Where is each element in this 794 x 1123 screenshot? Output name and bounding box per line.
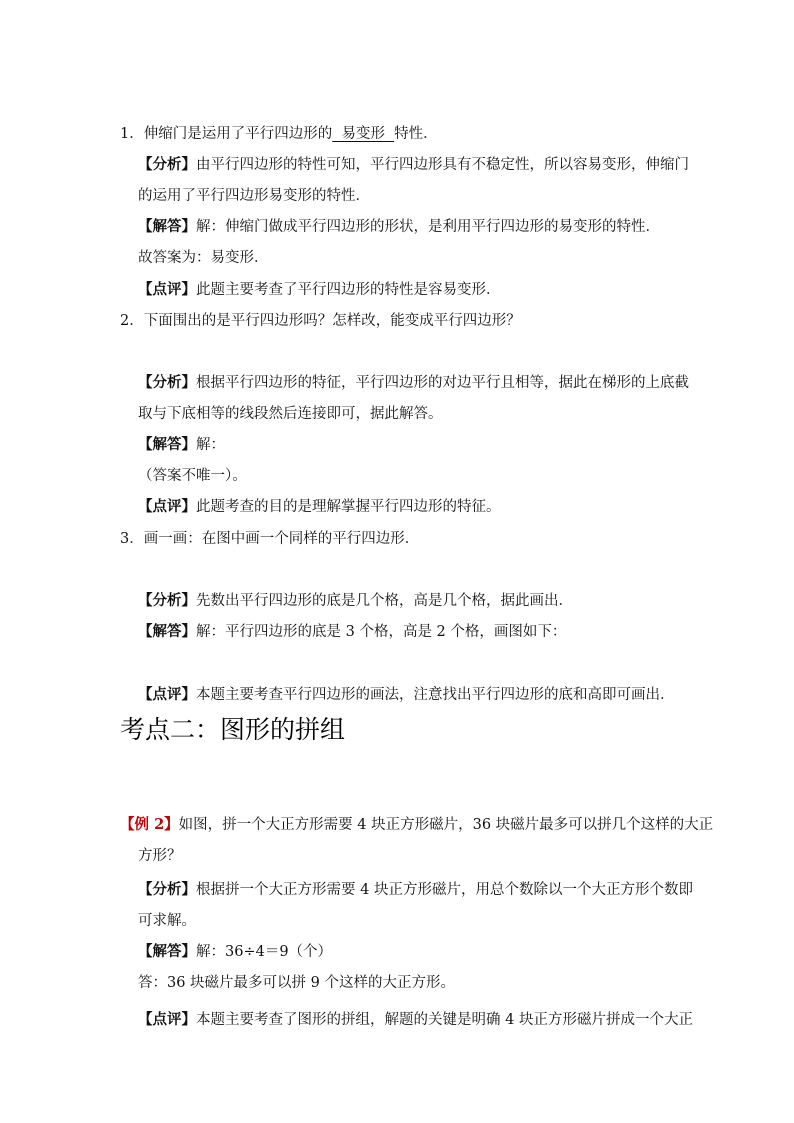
- q2-comment-text: 此题考查的目的是理解掌握平行四边形的特征。: [196, 499, 501, 515]
- q2-comment-tag: 【点评】: [138, 498, 196, 515]
- q1-answer-text: 解：伸缩门做成平行四边形的形状，是利用平行四边形的易变形的特性．: [196, 219, 660, 235]
- q1-answer: [138, 217, 660, 237]
- q3-analysis-text: 先数出平行四边形的底是几个格，高是几个格，据此画出．: [196, 593, 573, 609]
- q2-analysis: [138, 373, 689, 393]
- ex2-comment-tag: 【点评】: [138, 1011, 196, 1028]
- q2-analysis-line-2: 取与下底相等的线段然后连接即可，据此解答。: [138, 406, 443, 422]
- q2-stem: [120, 311, 521, 331]
- q3-answer: [138, 622, 566, 642]
- ex2-answer-tag: 【解答】: [138, 943, 196, 960]
- q3-comment-tag: 【点评】: [138, 686, 196, 703]
- q2-comment: [138, 497, 501, 517]
- q1-answer-line-2: 故答案为：易变形．: [138, 250, 269, 266]
- q2-answer-text: 解：: [196, 437, 225, 453]
- q1-text-before: 伸缩门是运用了平行四边形的: [143, 126, 333, 142]
- ex2-text-line-1: 如图，拼一个大正方形需要 4 块正方形磁片，36 块磁片最多可以拼几个这样的大正: [178, 817, 714, 833]
- q2-text: 下面围出的是平行四边形吗？怎样改，能变成平行四边形？: [143, 313, 521, 329]
- ex2-tag-number: 2: [154, 816, 165, 833]
- ex2-tag-open: 【例: [120, 816, 155, 833]
- ex2-analysis-line-1: 根据拼一个大正方形需要 4 块正方形磁片，用总个数除以一个大正方形个数即: [196, 882, 693, 898]
- q2-answer-line-2: （答案不唯一）。: [138, 468, 247, 484]
- q1-analysis-line-1: 由平行四边形的特性可知，平行四边形具有不稳定性，所以容易变形，伸缩门: [196, 157, 689, 173]
- q1-text-after: 特性．: [394, 126, 438, 142]
- q1-analysis-line-2: 的运用了平行四边形易变形的特性．: [138, 188, 370, 204]
- ex2-answer-line-2: 答：36 块磁片最多可以拼 9 个这样的大正方形。: [138, 975, 456, 991]
- q1-comment: [138, 280, 501, 300]
- q1-comment-tag: 【点评】: [138, 281, 196, 298]
- q2-answer: [138, 435, 225, 455]
- q2-analysis-line-1: 根据平行四边形的特征，平行四边形的对边平行且相等，据此在梯形的上底截: [196, 375, 689, 391]
- ex2-analysis-tag: 【分析】: [138, 881, 196, 898]
- q3-analysis: [138, 591, 573, 611]
- q1-analysis-tag: 【分析】: [138, 156, 196, 173]
- ex2-text-line-2: 方形？: [138, 848, 182, 864]
- q3-number: 3．: [120, 531, 144, 547]
- ex2-analysis: [138, 880, 693, 900]
- ex2-tag-close: 】: [164, 816, 179, 833]
- q1-blank-answer: 易变形: [332, 126, 395, 142]
- q1-stem: [120, 124, 438, 144]
- ex2-analysis-line-2: 可求解。: [138, 913, 196, 929]
- ex2-comment-text: 本题主要考查了图形的拼组，解题的关键是明确 4 块正方形磁片拼成一个大正: [196, 1012, 693, 1028]
- q2-answer-tag: 【解答】: [138, 436, 196, 453]
- q1-analysis: [138, 155, 689, 175]
- q3-answer-text: 解：平行四边形的底是 3 个格，高是 2 个格，画图如下：: [196, 624, 567, 640]
- ex2-comment: [138, 1010, 693, 1030]
- q3-comment-text: 本题主要考查平行四边形的画法，注意找出平行四边形的底和高即可画出．: [196, 687, 675, 703]
- q3-answer-tag: 【解答】: [138, 623, 196, 640]
- q2-number: 2．: [120, 313, 144, 329]
- q1-number: 1．: [120, 126, 144, 142]
- q2-analysis-tag: 【分析】: [138, 374, 196, 391]
- q3-comment: [138, 685, 675, 705]
- ex2-stem: [120, 815, 713, 835]
- q1-answer-tag: 【解答】: [138, 218, 196, 235]
- ex2-answer: [138, 942, 332, 962]
- ex2-answer-text: 解：36÷4＝9（个）: [196, 944, 333, 960]
- section-title: 考点二：图形的拼组: [120, 715, 346, 744]
- q3-text: 画一画：在图中画一个同样的平行四边形．: [143, 531, 420, 547]
- q1-comment-text: 此题主要考查了平行四边形的特性是容易变形．: [196, 282, 501, 298]
- q3-analysis-tag: 【分析】: [138, 592, 196, 609]
- q3-stem: [120, 529, 419, 549]
